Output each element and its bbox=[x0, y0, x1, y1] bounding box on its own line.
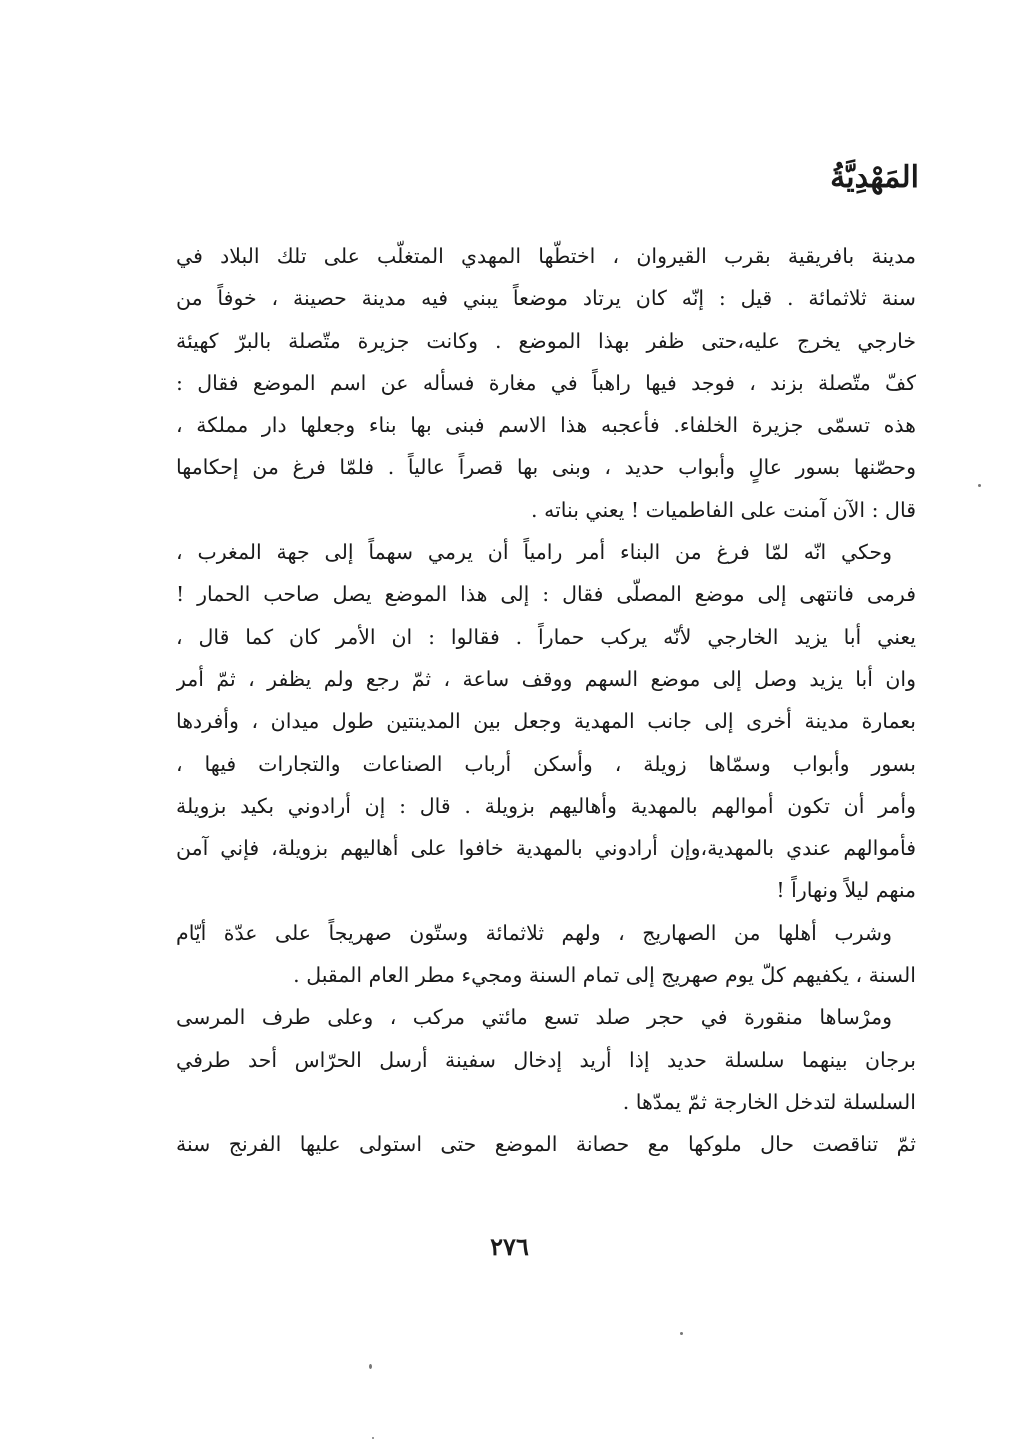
text-line: قال : الآن آمنت على الفاطميات ! يعني بناته . bbox=[531, 497, 916, 522]
paragraph-start-line: ثمّ تناقصت حال ملوكها مع حصانة الموضع حتى استولى عليها الفرنج سنة bbox=[176, 1132, 916, 1157]
text-line: بسور وأبواب وسمّاها زويلة ، وأسكن أرباب الصناعات والتجارات فيها ، bbox=[176, 751, 916, 776]
paragraph-start-line: ومرْساها منقورة في حجر صلد تسع مائتي مركب ، وعلى طرف المرسى bbox=[176, 1005, 892, 1030]
text-line: فرمى فانتهى إلى موضع المصلّى فقال : إلى هذا الموضع يصل صاحب الحمار ! bbox=[176, 582, 916, 607]
page-number: ٢٧٦ bbox=[490, 1232, 529, 1261]
paper-speck bbox=[372, 1437, 374, 1439]
paragraph-start-line: وشرب أهلها من الصهاريج ، ولهم ثلاثمائة وستّون صهريجاً على عدّة أيّام bbox=[176, 920, 892, 945]
text-line: خارجي يخرج عليه،حتى ظفر بهذا الموضع . وكانت جزيرة متّصلة بالبرّ كهيئة bbox=[176, 328, 916, 353]
entry-body bbox=[176, 235, 916, 1166]
text-line: وان أبا يزيد وصل إلى موضع السهم ووقف ساعة ، ثمّ رجع ولم يظفر ، ثمّ أمر bbox=[176, 666, 916, 691]
text-line: وحصّنها بسور عالٍ وأبواب حديد ، وبنى بها قصراً عالياً . فلمّا فرغ من إحكامها bbox=[176, 455, 916, 480]
text-line: مدينة بافريقية بقرب القيروان ، اختطّها المهدي المتغلّب على تلك البلاد في bbox=[176, 244, 916, 268]
paper-speck bbox=[680, 1332, 683, 1335]
text-line: منهم ليلاً ونهاراً ! bbox=[776, 878, 916, 903]
text-line: سنة ثلاثمائة . قيل : إنّه كان يرتاد موضعاً يبني فيه مدينة حصينة ، خوفاً من bbox=[176, 286, 916, 311]
text-line: السنة ، يكفيهم كلّ يوم صهريج إلى تمام السنة ومجيء مطر العام المقبل . bbox=[293, 963, 916, 988]
text-line: كفّ متّصلة بزند ، فوجد فيها راهباً في مغارة فسأله عن اسم الموضع فقال : bbox=[176, 370, 916, 395]
entry-title: المَهْدِيَّةُ bbox=[830, 160, 919, 195]
text-line: برجان بينهما سلسلة حديد إذا أريد إدخال سفينة أرسل الحرّاس أحد طرفي bbox=[176, 1047, 916, 1072]
paper-speck bbox=[369, 1364, 372, 1369]
text-line: بعمارة مدينة أخرى إلى جانب المهدية وجعل بين المدينتين طول ميدان ، وأفردها bbox=[176, 709, 916, 734]
text-line: يعني أبا يزيد الخارجي لأنّه يركب حماراً . فقالوا : ان الأمر كان كما قال ، bbox=[176, 624, 916, 649]
text-line: وأمر أن تكون أموالهم بالمهدية وأهاليهم بزويلة . قال : إن أرادوني بكيد بزويلة bbox=[176, 793, 916, 818]
text-line: هذه تسمّى جزيرة الخلفاء. فأعجبه هذا الاسم فبنى بها بناء وجعلها دار مملكة ، bbox=[176, 413, 916, 438]
paragraph-start-line: وحكي انّه لمّا فرغ من البناء أمر رامياً أن يرمي سهماً إلى جهة المغرب ، bbox=[176, 540, 892, 565]
paper-speck bbox=[978, 484, 981, 487]
text-line: فأموالهم عندي بالمهدية،وإن أرادوني بالمهدية خافوا على أهاليهم بزويلة، فإني آمن bbox=[176, 836, 916, 861]
text-line: السلسلة لتدخل الخارجة ثمّ يمدّها . bbox=[622, 1089, 916, 1114]
